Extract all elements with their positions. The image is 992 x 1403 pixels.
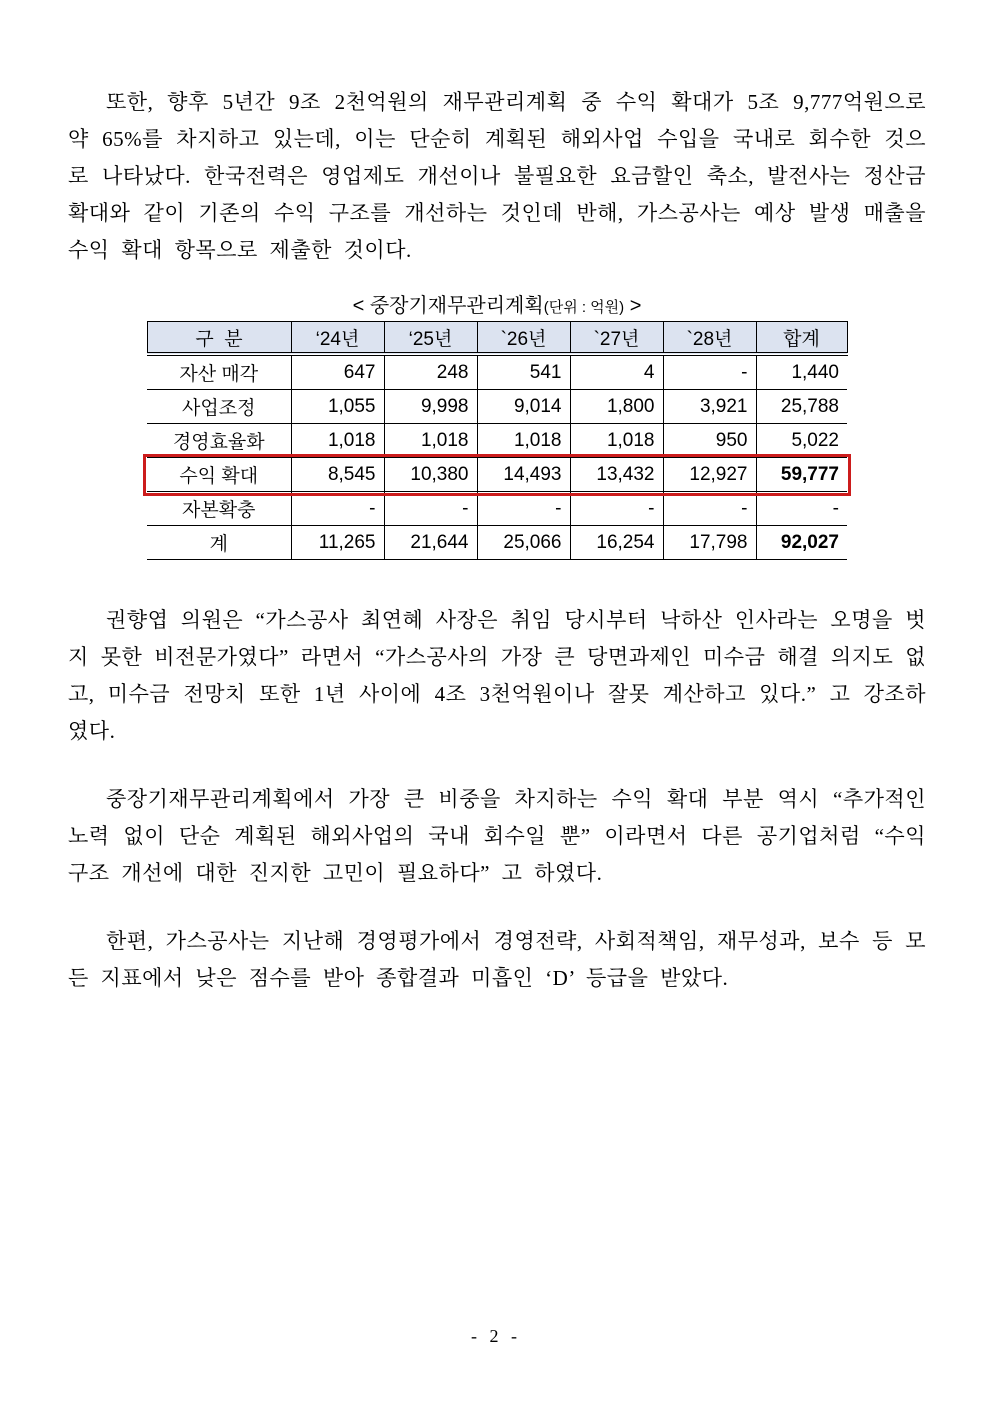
- cell-value: 950: [663, 424, 756, 458]
- paragraph-lawmaker-quote: 권향엽 의원은 “가스공사 최연혜 사장은 취임 당시부터 낙하산 인사라는 오명을 벗지 못한 비전문가였다” 라면서 “가스공사의 가장 큰 당면과제인 미수금 해결 의지도 없고, 미수금 전망치 또한 1년 사이에 4조 3천억원이나 잘못 계산하고 있다.” 고 강조하였다.: [68, 608, 926, 743]
- column-header-category: 구 분: [147, 322, 291, 355]
- cell-value: -: [477, 492, 570, 526]
- table-header-row: [147, 322, 847, 355]
- cell-value: 9,014: [477, 390, 570, 424]
- row-label: 경영효율화: [147, 424, 291, 458]
- row-label: 계: [147, 526, 291, 560]
- cell-value: 1,018: [291, 424, 384, 458]
- row-label: 자본확충: [147, 492, 291, 526]
- table-row: [147, 458, 847, 492]
- cell-value: 1,055: [291, 390, 384, 424]
- table-title: [68, 289, 926, 318]
- column-header: `27년: [570, 322, 663, 355]
- paragraph-financial-plan-overview: 또한, 향후 5년간 9조 2천억원의 재무관리계획 중 수익 확대가 5조 9,777억원으로 약 65%를 차지하고 있는데, 이는 단순히 계획된 해외사업 수입을 국내로 회수한 것으로 나타났다. 한국전력은 영업제도 개선이나 불필요한 요금할인 축소, 발전사는 정산금 확대와 같이 기존의 수익 구조를 개선하는 것인데 반해, 가스공사는 예상 발생 매출을 수익 확대 항목으로 제출한 것이다.: [68, 90, 926, 262]
- table-row: [147, 526, 847, 560]
- cell-value: 1,800: [570, 390, 663, 424]
- cell-value: 11,265: [291, 526, 384, 560]
- table-body: [147, 354, 847, 560]
- cell-total: 92,027: [756, 526, 847, 560]
- cell-value: 14,493: [477, 458, 570, 492]
- table-title-unit: (단위 : 억원): [543, 299, 625, 316]
- cell-value: 1,018: [570, 424, 663, 458]
- cell-value: -: [570, 492, 663, 526]
- cell-value: 10,380: [384, 458, 477, 492]
- cell-value: -: [384, 492, 477, 526]
- column-header: `28년: [663, 322, 756, 355]
- cell-total: -: [756, 492, 847, 526]
- row-label: 수익 확대: [147, 458, 291, 492]
- cell-total: 59,777: [756, 458, 847, 492]
- cell-value: 16,254: [570, 526, 663, 560]
- financial-plan-table: [147, 321, 848, 560]
- cell-value: -: [663, 492, 756, 526]
- financial-plan-table-block: [68, 289, 926, 560]
- cell-value: 541: [477, 354, 570, 390]
- cell-value: 12,927: [663, 458, 756, 492]
- cell-value: -: [291, 492, 384, 526]
- column-header: `26년: [477, 322, 570, 355]
- cell-value: 1,018: [477, 424, 570, 458]
- cell-value: 8,545: [291, 458, 384, 492]
- table-row: [147, 354, 847, 390]
- cell-value: 4: [570, 354, 663, 390]
- cell-value: 17,798: [663, 526, 756, 560]
- cell-total: 1,440: [756, 354, 847, 390]
- cell-value: 647: [291, 354, 384, 390]
- cell-value: 13,432: [570, 458, 663, 492]
- paragraph-revenue-expansion-comment: 중장기재무관리계획에서 가장 큰 비중을 차지하는 수익 확대 부분 역시 “추가적인 노력 없이 단순 계획된 해외사업의 국내 회수일 뿐” 이라면서 다른 공기업처럼 “수익 구조 개선에 대한 진지한 고민이 필요하다” 고 하였다.: [68, 787, 926, 885]
- column-header: ‘25년: [384, 322, 477, 355]
- cell-total: 5,022: [756, 424, 847, 458]
- page-number: - 2 -: [471, 1326, 521, 1346]
- cell-value: 21,644: [384, 526, 477, 560]
- table-title-close: >: [624, 295, 642, 317]
- cell-total: 25,788: [756, 390, 847, 424]
- cell-value: 25,066: [477, 526, 570, 560]
- cell-value: 9,998: [384, 390, 477, 424]
- table-title-text: < 중장기재무관리계획: [352, 295, 544, 317]
- cell-value: 248: [384, 354, 477, 390]
- cell-value: 1,018: [384, 424, 477, 458]
- table-row: [147, 492, 847, 526]
- table-row: [147, 424, 847, 458]
- row-label: 사업조정: [147, 390, 291, 424]
- paragraph-management-evaluation: 한편, 가스공사는 지난해 경영평가에서 경영전략, 사회적책임, 재무성과, 보수 등 모든 지표에서 낮은 점수를 받아 종합결과 미흡인 ‘D’ 등급을 받았다.: [68, 929, 926, 990]
- column-header: 합계: [756, 322, 847, 355]
- cell-value: -: [663, 354, 756, 390]
- table-row: [147, 390, 847, 424]
- cell-value: 3,921: [663, 390, 756, 424]
- column-header: ‘24년: [291, 322, 384, 355]
- row-label: 자산 매각: [147, 354, 291, 390]
